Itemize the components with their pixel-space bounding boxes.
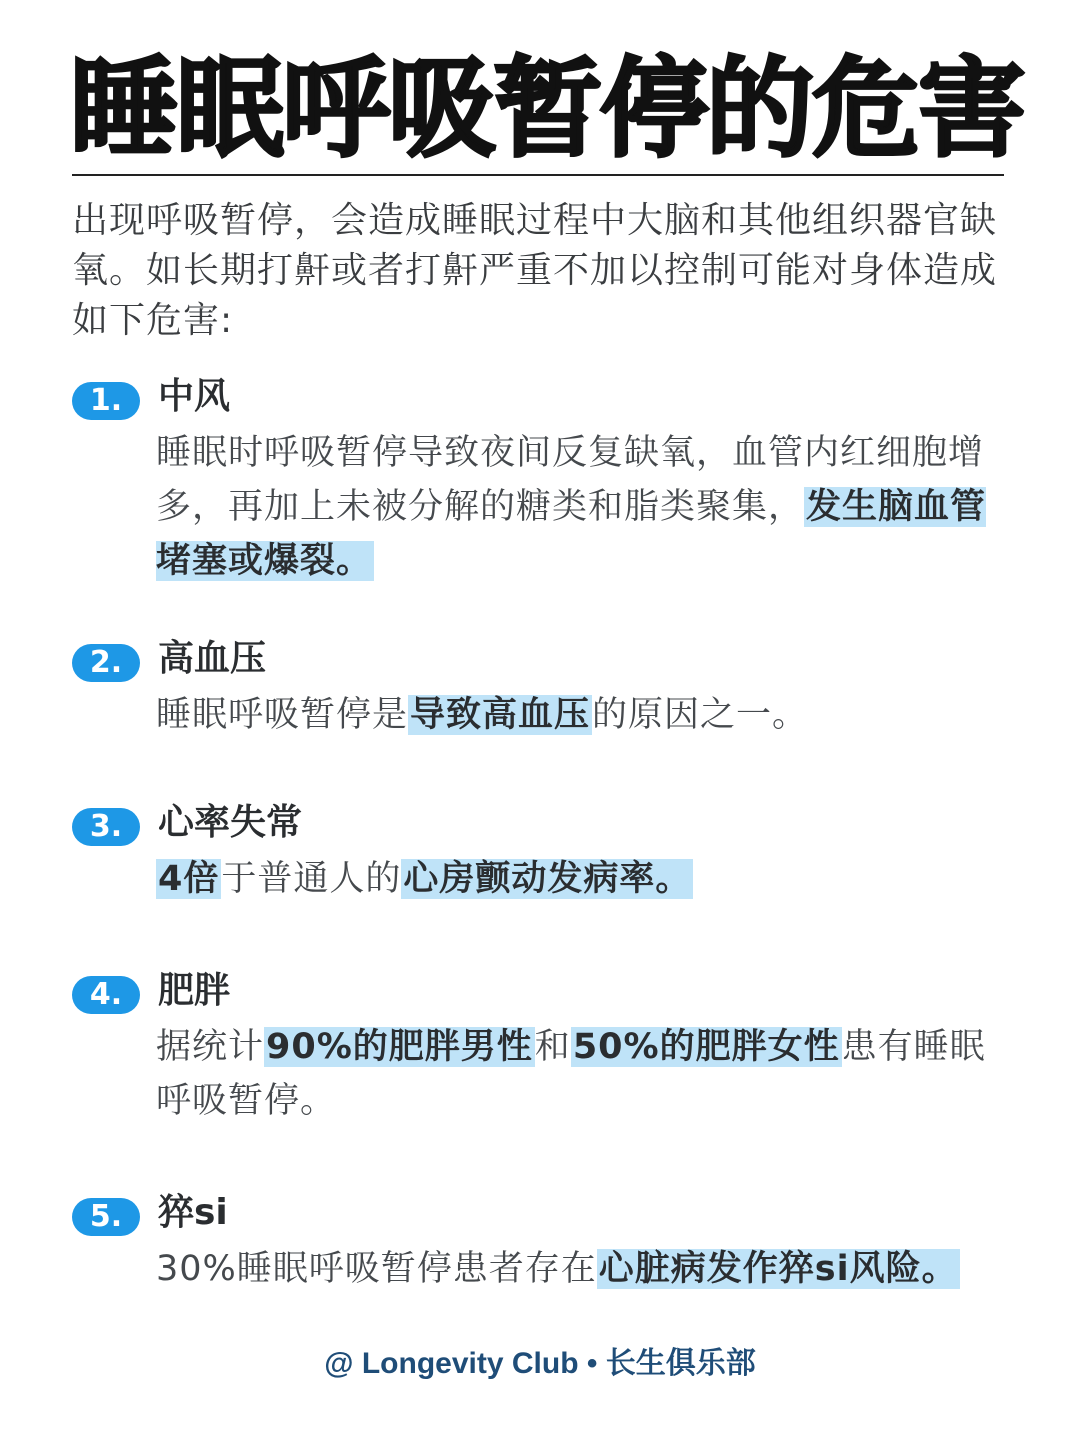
- footer-credit: [0, 1338, 1080, 1382]
- number-badge: 4.: [72, 976, 140, 1014]
- item-body: [156, 852, 1012, 906]
- body-text: 睡眠时呼吸暂停导致夜间反复缺氧，血管内红细胞增多，再加上未被分解的糖类和脂类聚集，: [156, 433, 985, 527]
- item-title: 高血压: [158, 638, 267, 679]
- highlight-text: 心脏病发作猝si风险。: [598, 1249, 958, 1289]
- item-body: [156, 688, 1012, 742]
- number-badge: 5.: [72, 1198, 140, 1236]
- item-title: 心率失常: [158, 802, 303, 843]
- page-title: 睡眠呼吸暂停的危害: [70, 47, 1025, 172]
- body-text: 据统计: [156, 1027, 265, 1067]
- highlight-text: 导致高血压: [410, 695, 591, 735]
- body-text: 患有睡眠呼吸暂停。: [156, 1027, 986, 1121]
- intro-paragraph: 出现呼吸暂停，会造成睡眠过程中大脑和其他组织器官缺氧。如长期打鼾或者打鼾严重不加以控制可能对身体造成如下危害:: [72, 200, 998, 341]
- number-badge: 2.: [72, 644, 140, 682]
- highlight-text: 90%的肥胖男性: [266, 1027, 533, 1067]
- body-text: 睡眠呼吸暂停是: [156, 695, 409, 735]
- highlight-text: 发生脑血管堵塞或爆裂。: [156, 487, 987, 581]
- item-body: [156, 426, 1012, 588]
- body-text: 30%睡眠呼吸暂停患者存在: [156, 1249, 597, 1289]
- number-badge: 3.: [72, 808, 140, 846]
- body-text: 的原因之一。: [592, 695, 809, 735]
- body-text: 于普通人的: [221, 859, 402, 899]
- item-title: 中风: [158, 376, 231, 417]
- footer-handle: @ Longevity Club: [324, 1347, 579, 1380]
- item-body: [156, 1242, 1012, 1296]
- number-badge: 1.: [72, 382, 140, 420]
- item-title: 猝si: [158, 1192, 228, 1233]
- footer-brand-cn: 长生俱乐部: [605, 1347, 756, 1380]
- footer-dot: •: [586, 1347, 598, 1380]
- title-divider: [72, 174, 1004, 176]
- item-title: 肥胖: [158, 970, 231, 1011]
- highlight-text: 4倍: [158, 859, 220, 899]
- item-body: [156, 1020, 1012, 1128]
- highlight-text: 心房颤动发病率。: [403, 859, 692, 899]
- body-text: 和: [534, 1027, 571, 1067]
- highlight-text: 50%的肥胖女性: [572, 1027, 840, 1067]
